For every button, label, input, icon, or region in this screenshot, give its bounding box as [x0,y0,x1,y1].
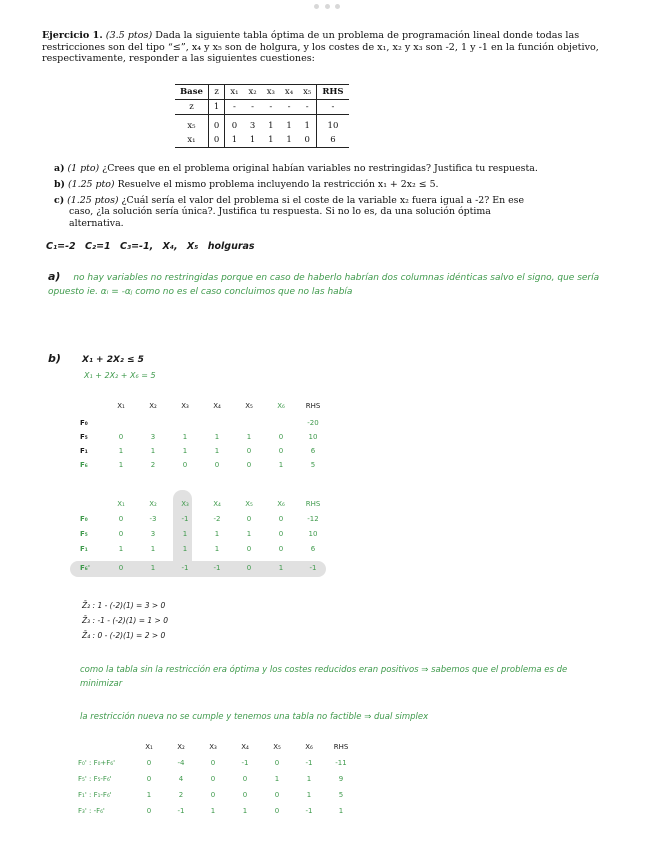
table-cell: - [262,100,280,115]
table-header: x₂ [244,85,262,100]
table-cell: 0 [208,119,224,133]
questions-list [54,163,544,234]
reduced-cost-line: Z̄₄ : 0 - (-2)(1) = 2 > 0 [82,631,166,640]
table-cell: x₅ [175,119,208,133]
answer-b-constraint: X₁ + 2X₂ ≤ 5 [82,355,144,365]
question-c: c) (1.25 ptos) ¿Cuál sería el valor del problema si el coste de la variable x₂ fuera igual a -2? En ese caso, ¿la solución sería única?. Justifica tu respuesta. Si no lo es, da una solución óptima alternativa. [54,194,525,230]
exercise-points: (3.5 ptos) [105,30,153,41]
table-header: z [208,85,224,100]
question-a: a) (1 pto) ¿Crees que en el problema original habían variables no restringidas? Justifica tu respuesta. [54,163,538,174]
table-header: x₄ [280,85,298,100]
answer-b-label: b) [48,352,61,365]
table-cell: 1 [225,133,244,148]
window-drag-handle[interactable] [314,4,340,10]
table-header: Base [175,85,208,100]
reduced-cost-line: Z̄₃ : -1 - (-2)(1) = 1 > 0 [82,616,168,625]
table-cell: 3 [249,121,256,131]
handwritten-conclusion-dual-simplex: la restricción nueva no se cumple y tenemos una tabla no factible ⇒ dual simplex [80,712,429,722]
handwritten-slack-equation: X₁ + 2X₂ + X₆ = 5 [84,371,156,380]
handwritten-costs: C₁=-2 C₂=1 C₃=-1, X₄, X₅ holguras [46,241,255,252]
table-cell: 6 [317,133,349,148]
table-cell: - [280,100,298,115]
table-cell: - [317,100,349,115]
table-cell: 1 [208,100,224,115]
optimal-tableau [175,84,349,148]
table-cell: 0 [298,133,317,148]
handwritten-answer-b-constraint [48,352,144,365]
tableau-with-new-row: X₁ X₂ X₃ X₄ X₅ X₆ RHS F₀ 0 -3 -1 -2 0 0 -12 F₅ 0 3 1 1 1 0 10 F₁ 1 1 1 1 0 0 6 F₆' 0 1 -1 -1 0 1 -1 [80,500,321,572]
table-cell: 1 [244,133,262,148]
answer-a-text: no hay variables no restringidas porque en caso de haberlo habrían dos columnas idénticas salvo el signo, que sería opuesto ie. αᵢ = -αⱼ como no es el caso concluimos que no las había [48,273,600,297]
table-header: x₃ [262,85,280,100]
answer-a-label: a) [48,270,61,283]
table-cell: - [244,100,262,115]
handwritten-answer-a [48,270,628,299]
exercise-statement [42,30,612,65]
reduced-costs [82,598,168,643]
tableau-dual-simplex: X₁ X₂ X₃ X₄ X₅ X₆ RHS F₀' : F₀+F₆' 0 -4 0 -1 0 -1 -11 F₅' : F₅-F₆' 0 4 0 0 1 1 9 F₁' : F₁-F₆' 1 2 0 0 0 1 5 F₃' : -F₆' 0 -1 1 1 0 -1 1 [78,743,349,815]
table-cell: 1 [298,119,317,133]
table-cell: z [175,100,208,115]
table-header: x₁ [225,85,244,100]
exercise-number: Ejercicio 1. [42,30,103,41]
handwritten-conclusion-minimize: como la tabla sin la restricción era óptima y los costes reducidos eran positivos ⇒ sabemos que el problema es de minimizar [80,665,568,689]
table-cell: 1 [262,133,280,148]
exercise-text: Dada la siguiente tabla óptima de un problema de programación lineal donde todas las restricciones son del tipo “≤”, x₄ y x₅ son de holgura, y los costes de x₁, x₂ y x₃ son -2, 1 y -1 en la función objetivo, respectivamente, responder a las siguientes cuestiones: [42,30,599,64]
table-header: RHS [317,85,349,100]
table-cell: x₁ [175,133,208,148]
question-b: b) (1.25 pto) Resuelve el mismo problema incluyendo la restricción x₁ + 2x₂ ≤ 5. [54,178,439,190]
table-header: x₅ [298,85,317,100]
reduced-cost-line: Z̄₂ : 1 - (-2)(1) = 3 > 0 [82,601,166,610]
table-cell: - [298,100,317,115]
table-cell: - [225,100,244,115]
table-cell: 0 [208,133,224,148]
table-cell: 1 [280,133,298,148]
table-cell: 10 [327,121,339,131]
table-cell: 1 [268,121,274,131]
tableau-initial: X₁ X₂ X₃ X₄ X₅ X₆ RHS F₀ -20 F₅ 0 3 1 1 1 0 10 F₁ 1 1 1 1 0 0 6 F₆ 1 2 0 0 0 1 5 [80,402,321,469]
table-cell: 0 [231,121,238,131]
table-cell: 1 [286,121,292,131]
